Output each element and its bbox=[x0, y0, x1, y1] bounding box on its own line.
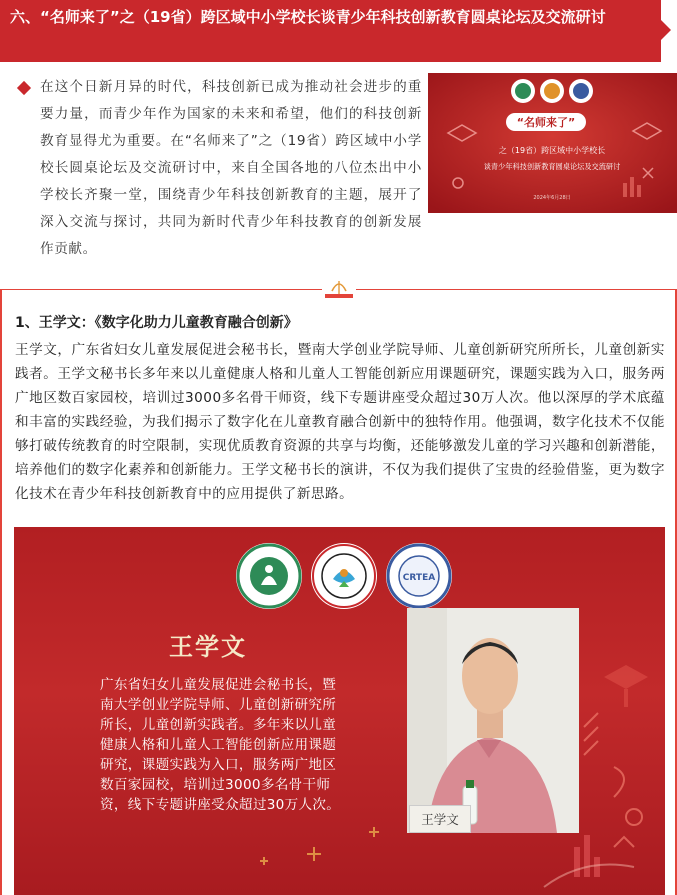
panel-speaker-name: 王学文 bbox=[169, 633, 247, 661]
section-header bbox=[0, 0, 677, 62]
logo-crtea bbox=[386, 543, 452, 609]
speaker-bio: 王学文，广东省妇女儿童发展促进会秘书长，暨南大学创业学院导师、儿童创新研究所所长，儿童创新实践者。王学文秘书长多年来以儿童健康人格和儿童人工智能创新应用课题研究，课题实践为入口，服务两广地区数百家园校，培训过3000多名骨干师资，线下专题讲座受众超过30万人次。他以深厚的学术底蕴和丰富的实践经验，为我们揭示了数字化在儿童教育融合创新中的独特作用。他强调，数字化技术不仅能够打破传统教育的时空限制，实现优质教育资源的共享与均衡，还能够激发儿童的学习兴趣和创新潜能，培养他们的数字化素养和创新能力。王学文秘书长的演讲，不仅为我们提供了宝贵的经验借鉴，更为数字化技术在青少年科技创新教育中的应用提供了新思路。 bbox=[15, 342, 665, 502]
speaker-photo-panel bbox=[14, 527, 665, 895]
speaker-photo bbox=[407, 608, 579, 833]
logo-guangdong-association bbox=[236, 543, 302, 609]
banner-line1: 之（19省）跨区域中小学校长 bbox=[498, 146, 606, 155]
panel-speaker-description: 广东省妇女儿童发展促进会秘书长，暨南大学创业学院导师、儿童创新研究所所长，儿童创新实践者。多年来以儿童健康人格和儿童人工智能创新应用课题研究，课题实践为入口，服务两广地区数百家园校，培训过3000多名骨干师资，线下专题讲座受众超过30万人次。 bbox=[100, 677, 341, 813]
speaker-heading: 1、王学文：《数字化助力儿童教育融合创新》 bbox=[15, 315, 298, 331]
section-title: 六、“名师来了”之（19省）跨区域中小学校长谈青少年科技创新教育圆桌论坛及交流研讨 bbox=[0, 0, 661, 62]
crtea-label: CRTEA bbox=[402, 573, 436, 583]
intro-paragraph: 在这个日新月异的时代，科技创新已成为推动社会进步的重要力量，而青少年作为国家的未来和希望，他们的科技创新教育显得尤为重要。在“名师来了”之（19省）跨区域中小学校长圆桌论坛及交流研讨中，来自全国各地的八位杰出中小学校长齐聚一堂，围绕青少年科技创新教育的主题，展开了深入交流与探讨，共同为新时代青少年科技教育的创新发展作贡献。 bbox=[40, 79, 422, 257]
banner-line2: 谈青少年科技创新教育圆桌论坛及交流研讨 bbox=[483, 162, 621, 171]
forum-banner-image bbox=[428, 73, 677, 213]
header-arrow-icon bbox=[661, 20, 671, 40]
speaker-portrait bbox=[407, 608, 579, 833]
intro-section bbox=[0, 62, 677, 294]
diamond-bullet-icon bbox=[17, 81, 31, 95]
logo-innovation-institute bbox=[311, 543, 377, 609]
banner-date: 2024年6月28日 bbox=[533, 195, 571, 201]
banner-title: “名师来了” bbox=[516, 116, 576, 129]
speaker-card bbox=[0, 290, 677, 895]
forum-banner-graphic bbox=[428, 73, 677, 213]
speaker-nameplate: 王学文 bbox=[409, 805, 471, 833]
